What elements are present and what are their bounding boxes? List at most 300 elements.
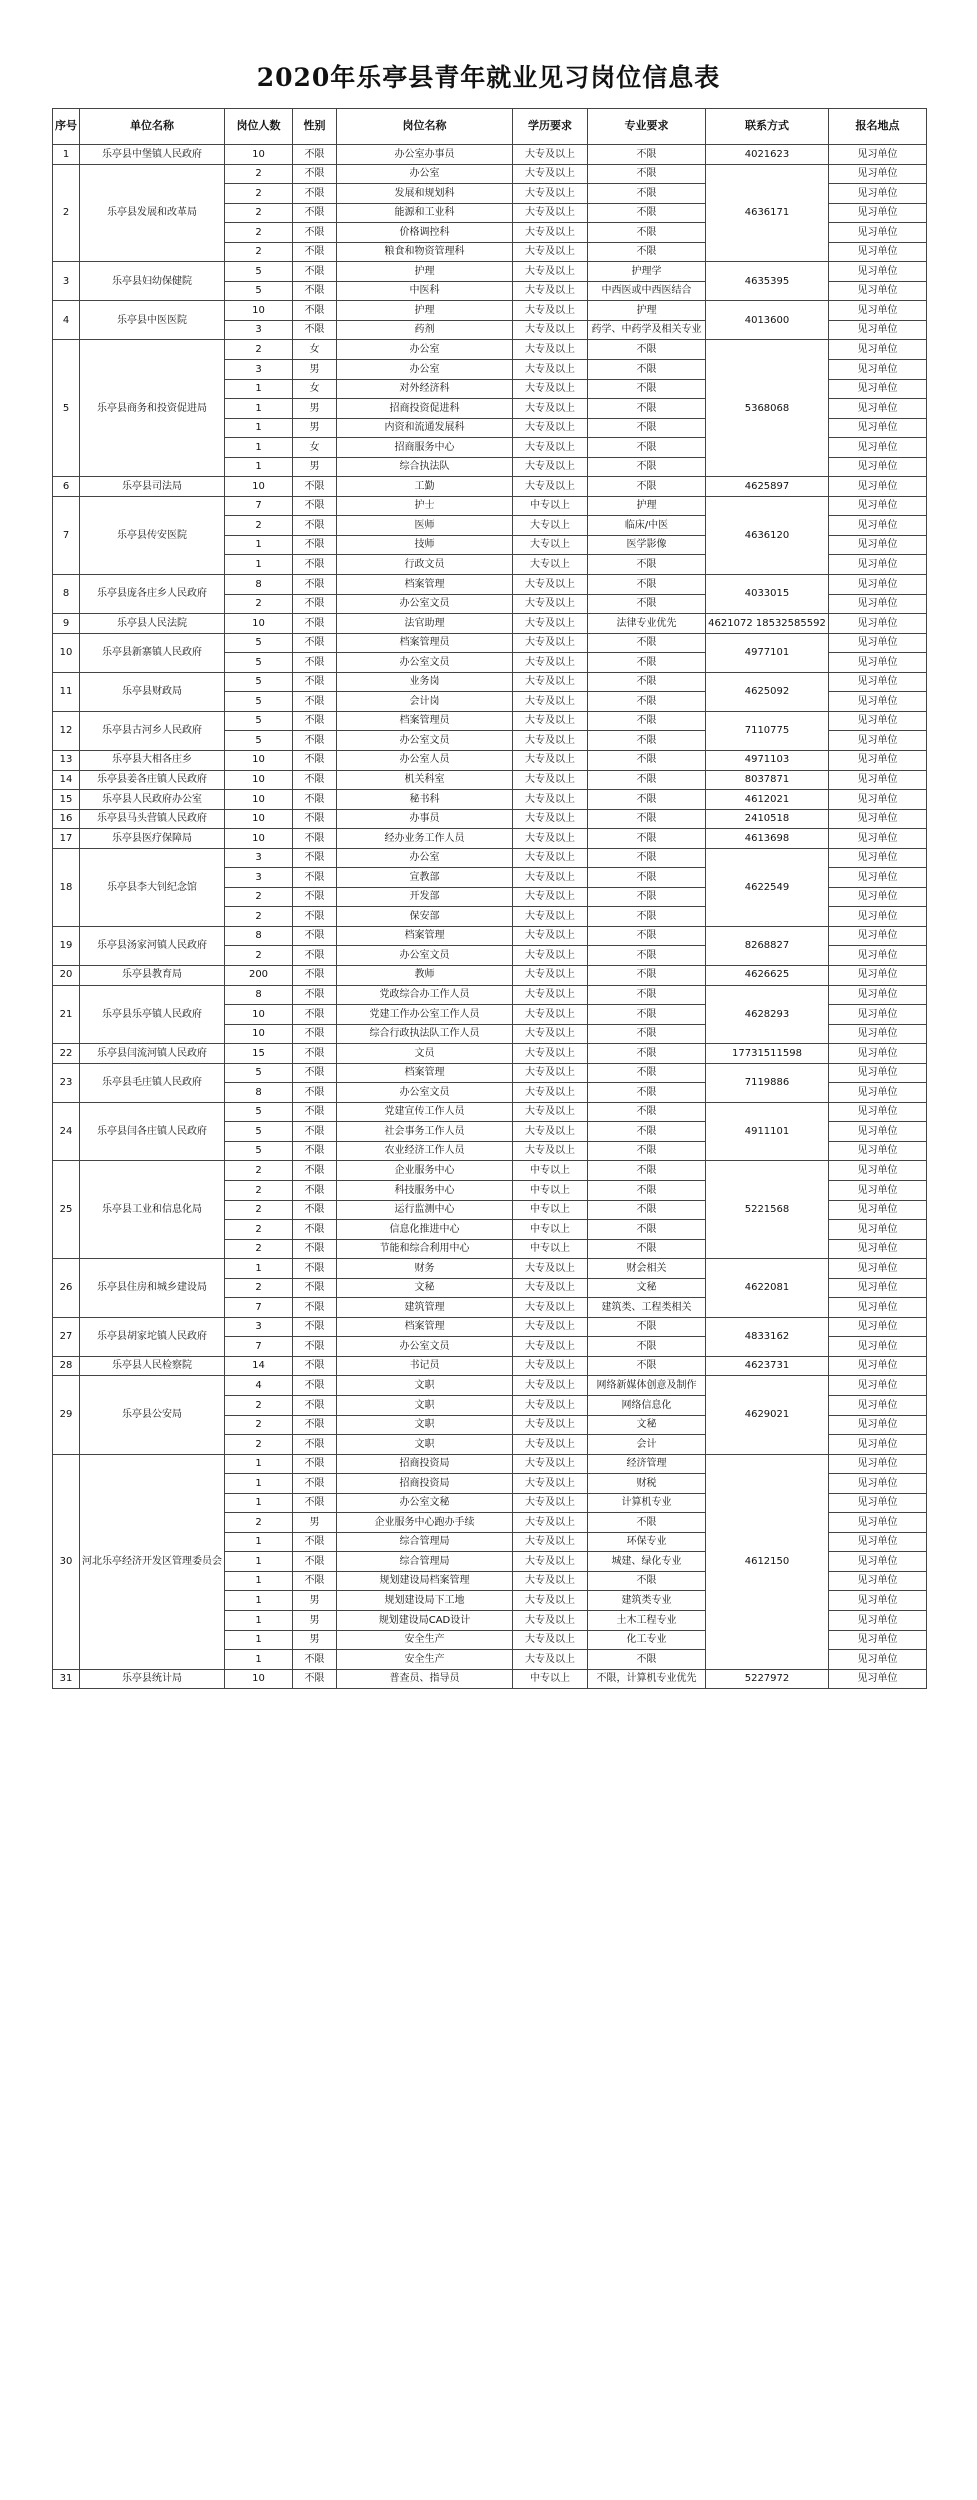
unit-contact: 4833162: [706, 1317, 829, 1356]
post-major: 不限: [588, 555, 706, 575]
post-education: 大专及以上: [513, 418, 588, 438]
post-education: 大专及以上: [513, 1630, 588, 1650]
post-education: 大专及以上: [513, 340, 588, 360]
unit-contact: 4021623: [706, 145, 829, 165]
post-site: 见习单位: [829, 1630, 927, 1650]
post-name: 规划建设局档案管理: [337, 1571, 513, 1591]
post-name: 综合管理局: [337, 1532, 513, 1552]
post-major: 文秘: [588, 1278, 706, 1298]
post-gender: 不限: [293, 477, 337, 497]
post-site: 见习单位: [829, 1141, 927, 1161]
post-count: 2: [225, 1435, 293, 1455]
unit-contact: 4033015: [706, 575, 829, 614]
unit-contact: 4613698: [706, 829, 829, 849]
post-gender: 女: [293, 340, 337, 360]
post-gender: 不限: [293, 1180, 337, 1200]
post-education: 大专及以上: [513, 770, 588, 790]
unit-number: 12: [53, 711, 80, 750]
post-name: 发展和规划科: [337, 184, 513, 204]
post-education: 大专及以上: [513, 614, 588, 634]
unit-number: 17: [53, 829, 80, 849]
post-gender: 不限: [293, 809, 337, 829]
post-education: 大专及以上: [513, 868, 588, 888]
post-name: 综合行政执法队工作人员: [337, 1024, 513, 1044]
post-gender: 女: [293, 438, 337, 458]
post-education: 大专及以上: [513, 457, 588, 477]
table-row: [53, 1161, 927, 1181]
page-title: 2020年乐亭县青年就业见习岗位信息表: [256, 63, 721, 92]
post-major: 不限: [588, 1513, 706, 1533]
post-name: 文秘: [337, 1278, 513, 1298]
unit-contact: 4625092: [706, 672, 829, 711]
post-major: 不限: [588, 1161, 706, 1181]
unit-number: 7: [53, 496, 80, 574]
post-site: 见习单位: [829, 711, 927, 731]
post-name: 招商投资局: [337, 1474, 513, 1494]
post-count: 1: [225, 418, 293, 438]
post-site: 见习单位: [829, 1650, 927, 1670]
post-education: 大专及以上: [513, 1493, 588, 1513]
post-name: 办公室文员: [337, 1083, 513, 1103]
post-major: 不限: [588, 1317, 706, 1337]
post-count: 5: [225, 262, 293, 282]
unit-contact: 4629021: [706, 1376, 829, 1454]
post-count: 5: [225, 633, 293, 653]
post-major: 不限: [588, 184, 706, 204]
post-gender: 不限: [293, 1669, 337, 1689]
unit-name: 河北乐亭经济开发区管理委员会: [80, 1454, 225, 1669]
post-site: 见习单位: [829, 614, 927, 634]
post-education: 大专及以上: [513, 1376, 588, 1396]
post-education: 大专及以上: [513, 946, 588, 966]
table-row: [53, 1259, 927, 1279]
post-major: 不限: [588, 926, 706, 946]
unit-number: 26: [53, 1259, 80, 1318]
table-row: [53, 1044, 927, 1064]
post-site: 见习单位: [829, 438, 927, 458]
post-gender: 不限: [293, 1396, 337, 1416]
post-name: 护理: [337, 262, 513, 282]
post-gender: 不限: [293, 692, 337, 712]
post-gender: 不限: [293, 1552, 337, 1572]
post-count: 7: [225, 1337, 293, 1357]
unit-contact: 4013600: [706, 301, 829, 340]
post-count: 10: [225, 614, 293, 634]
post-major: 财会相关: [588, 1259, 706, 1279]
post-education: 大专及以上: [513, 399, 588, 419]
post-gender: 不限: [293, 1005, 337, 1025]
post-site: 见习单位: [829, 946, 927, 966]
job-table: [52, 108, 927, 1689]
post-major: 不限: [588, 829, 706, 849]
post-education: 中专以上: [513, 496, 588, 516]
post-name: 机关科室: [337, 770, 513, 790]
post-major: 不限: [588, 731, 706, 751]
post-name: 护士: [337, 496, 513, 516]
header-position: 岗位名称: [337, 109, 513, 145]
post-name: 党政综合办工作人员: [337, 985, 513, 1005]
unit-contact: 2410518: [706, 809, 829, 829]
table-row: [53, 496, 927, 516]
post-site: 见习单位: [829, 1278, 927, 1298]
unit-contact: 8037871: [706, 770, 829, 790]
post-count: 10: [225, 301, 293, 321]
header-major: 专业要求: [588, 109, 706, 145]
unit-name: 乐亭县古河乡人民政府: [80, 711, 225, 750]
post-count: 1: [225, 1259, 293, 1279]
post-education: 大专及以上: [513, 1356, 588, 1376]
post-count: 1: [225, 1630, 293, 1650]
post-site: 见习单位: [829, 985, 927, 1005]
post-count: 10: [225, 770, 293, 790]
post-count: 1: [225, 535, 293, 555]
post-education: 大专及以上: [513, 1454, 588, 1474]
post-count: 2: [225, 1239, 293, 1259]
post-gender: 不限: [293, 1024, 337, 1044]
unit-contact: 4628293: [706, 985, 829, 1044]
post-count: 1: [225, 1571, 293, 1591]
post-major: 不限: [588, 594, 706, 614]
post-education: 大专及以上: [513, 1141, 588, 1161]
post-gender: 不限: [293, 633, 337, 653]
post-education: 中专以上: [513, 1180, 588, 1200]
post-major: 不限: [588, 360, 706, 380]
post-gender: 不限: [293, 1063, 337, 1083]
post-gender: 不限: [293, 848, 337, 868]
post-education: 大专及以上: [513, 1591, 588, 1611]
unit-contact: 4622081: [706, 1259, 829, 1318]
unit-name: 乐亭县庞各庄乡人民政府: [80, 575, 225, 614]
post-gender: 不限: [293, 1298, 337, 1318]
post-education: 大专及以上: [513, 1513, 588, 1533]
post-name: 办公室人员: [337, 750, 513, 770]
post-education: 大专及以上: [513, 907, 588, 927]
post-site: 见习单位: [829, 1474, 927, 1494]
table-row: [53, 809, 927, 829]
post-gender: 不限: [293, 770, 337, 790]
post-site: 见习单位: [829, 1513, 927, 1533]
unit-name: 乐亭县乐亭镇人民政府: [80, 985, 225, 1044]
post-gender: 女: [293, 379, 337, 399]
unit-number: 24: [53, 1102, 80, 1161]
table-row: [53, 340, 927, 360]
post-gender: 不限: [293, 1259, 337, 1279]
post-count: 2: [225, 1220, 293, 1240]
post-major: 护理: [588, 301, 706, 321]
post-gender: 不限: [293, 672, 337, 692]
unit-name: 乐亭县医疗保障局: [80, 829, 225, 849]
post-site: 见习单位: [829, 301, 927, 321]
post-count: 10: [225, 829, 293, 849]
post-count: 10: [225, 750, 293, 770]
unit-name: 乐亭县中医医院: [80, 301, 225, 340]
post-site: 见习单位: [829, 418, 927, 438]
post-site: 见习单位: [829, 575, 927, 595]
post-major: 建筑类、工程类相关: [588, 1298, 706, 1318]
post-gender: 不限: [293, 301, 337, 321]
post-gender: 不限: [293, 1083, 337, 1103]
post-count: 2: [225, 594, 293, 614]
unit-number: 6: [53, 477, 80, 497]
post-name: 农业经济工作人员: [337, 1141, 513, 1161]
post-education: 大专及以上: [513, 1396, 588, 1416]
post-gender: 不限: [293, 1474, 337, 1494]
post-gender: 男: [293, 457, 337, 477]
post-name: 粮食和物资管理科: [337, 242, 513, 262]
unit-number: 15: [53, 790, 80, 810]
post-education: 大专及以上: [513, 848, 588, 868]
post-name: 法官助理: [337, 614, 513, 634]
unit-name: 乐亭县闫各庄镇人民政府: [80, 1102, 225, 1161]
post-major: 不限: [588, 907, 706, 927]
post-gender: 不限: [293, 1161, 337, 1181]
post-major: 不限: [588, 203, 706, 223]
post-site: 见习单位: [829, 1415, 927, 1435]
post-site: 见习单位: [829, 1083, 927, 1103]
table-row: [53, 633, 927, 653]
post-education: 大专及以上: [513, 1435, 588, 1455]
post-education: 大专及以上: [513, 1063, 588, 1083]
post-gender: 不限: [293, 653, 337, 673]
table-row: [53, 262, 927, 282]
post-education: 大专及以上: [513, 633, 588, 653]
post-site: 见习单位: [829, 1571, 927, 1591]
post-gender: 不限: [293, 1278, 337, 1298]
post-name: 办公室文员: [337, 653, 513, 673]
post-gender: 不限: [293, 1317, 337, 1337]
post-count: 1: [225, 1454, 293, 1474]
post-site: 见习单位: [829, 555, 927, 575]
post-major: 不限: [588, 1024, 706, 1044]
post-major: 不限: [588, 711, 706, 731]
table-row: [53, 829, 927, 849]
table-row: [53, 1376, 927, 1396]
table-row: [53, 1669, 927, 1689]
post-major: 不限: [588, 145, 706, 165]
post-name: 保安部: [337, 907, 513, 927]
post-name: 档案管理: [337, 1317, 513, 1337]
post-site: 见习单位: [829, 1298, 927, 1318]
table-row: [53, 985, 927, 1005]
post-major: 不限: [588, 868, 706, 888]
post-name: 档案管理: [337, 926, 513, 946]
post-site: 见习单位: [829, 1356, 927, 1376]
post-count: 10: [225, 1669, 293, 1689]
post-gender: 不限: [293, 594, 337, 614]
post-count: 5: [225, 731, 293, 751]
post-site: 见习单位: [829, 1259, 927, 1279]
post-gender: 不限: [293, 1239, 337, 1259]
unit-contact: 4625897: [706, 477, 829, 497]
post-major: 不限: [588, 985, 706, 1005]
unit-number: 18: [53, 848, 80, 926]
unit-number: 5: [53, 340, 80, 477]
unit-name: 乐亭县人民法院: [80, 614, 225, 634]
post-name: 文职: [337, 1396, 513, 1416]
post-major: 不限: [588, 1337, 706, 1357]
post-gender: 不限: [293, 907, 337, 927]
post-name: 财务: [337, 1259, 513, 1279]
post-major: 不限: [588, 457, 706, 477]
post-education: 大专及以上: [513, 653, 588, 673]
post-major: 不限: [588, 1102, 706, 1122]
post-gender: 不限: [293, 1454, 337, 1474]
post-education: 大专及以上: [513, 145, 588, 165]
post-site: 见习单位: [829, 653, 927, 673]
post-count: 2: [225, 1415, 293, 1435]
post-name: 节能和综合利用中心: [337, 1239, 513, 1259]
post-count: 2: [225, 184, 293, 204]
unit-number: 20: [53, 965, 80, 985]
post-count: 1: [225, 438, 293, 458]
post-major: 不限: [588, 946, 706, 966]
post-education: 大专及以上: [513, 809, 588, 829]
post-education: 大专及以上: [513, 731, 588, 751]
post-count: 5: [225, 1063, 293, 1083]
post-major: 不限: [588, 1141, 706, 1161]
post-name: 教师: [337, 965, 513, 985]
post-count: 2: [225, 223, 293, 243]
post-education: 中专以上: [513, 1220, 588, 1240]
table-row: [53, 301, 927, 321]
post-gender: 不限: [293, 1200, 337, 1220]
unit-contact: 5221568: [706, 1161, 829, 1259]
post-education: 大专及以上: [513, 184, 588, 204]
post-major: 不限: [588, 790, 706, 810]
unit-number: 30: [53, 1454, 80, 1669]
post-site: 见习单位: [829, 1317, 927, 1337]
post-count: 2: [225, 340, 293, 360]
post-name: 招商投资局: [337, 1454, 513, 1474]
post-count: 1: [225, 1650, 293, 1670]
post-major: 不限: [588, 770, 706, 790]
unit-number: 22: [53, 1044, 80, 1064]
post-gender: 不限: [293, 1415, 337, 1435]
header-seq: 序号: [53, 109, 80, 145]
post-name: 办公室: [337, 164, 513, 184]
unit-number: 19: [53, 926, 80, 965]
post-count: 2: [225, 164, 293, 184]
post-count: 2: [225, 907, 293, 927]
post-count: 5: [225, 692, 293, 712]
post-education: 大专及以上: [513, 575, 588, 595]
unit-name: 乐亭县教育局: [80, 965, 225, 985]
post-site: 见习单位: [829, 281, 927, 301]
post-education: 大专及以上: [513, 438, 588, 458]
post-gender: 不限: [293, 1220, 337, 1240]
post-count: 2: [225, 1396, 293, 1416]
post-count: 2: [225, 1513, 293, 1533]
post-gender: 不限: [293, 711, 337, 731]
post-major: 不限: [588, 340, 706, 360]
post-major: 不限: [588, 848, 706, 868]
table-row: [53, 790, 927, 810]
unit-contact: 4612150: [706, 1454, 829, 1669]
post-major: 财税: [588, 1474, 706, 1494]
post-site: 见习单位: [829, 1591, 927, 1611]
post-site: 见习单位: [829, 1180, 927, 1200]
post-name: 办公室办事员: [337, 145, 513, 165]
post-gender: 不限: [293, 946, 337, 966]
post-name: 综合管理局: [337, 1552, 513, 1572]
post-count: 10: [225, 1005, 293, 1025]
post-gender: 不限: [293, 555, 337, 575]
post-gender: 男: [293, 1611, 337, 1631]
unit-contact: 4635395: [706, 262, 829, 301]
post-site: 见习单位: [829, 1220, 927, 1240]
table-row: [53, 926, 927, 946]
post-gender: 不限: [293, 262, 337, 282]
post-count: 2: [225, 203, 293, 223]
post-count: 5: [225, 281, 293, 301]
post-site: 见习单位: [829, 1200, 927, 1220]
post-education: 大专及以上: [513, 223, 588, 243]
post-count: 10: [225, 1024, 293, 1044]
post-site: 见习单位: [829, 1044, 927, 1064]
post-site: 见习单位: [829, 360, 927, 380]
post-gender: 不限: [293, 223, 337, 243]
table-row: [53, 575, 927, 595]
post-name: 安全生产: [337, 1630, 513, 1650]
unit-number: 3: [53, 262, 80, 301]
post-count: 1: [225, 1474, 293, 1494]
post-major: 计算机专业: [588, 1493, 706, 1513]
post-gender: 不限: [293, 496, 337, 516]
unit-contact: 4612021: [706, 790, 829, 810]
post-name: 办公室文员: [337, 1337, 513, 1357]
post-site: 见习单位: [829, 262, 927, 282]
post-gender: 不限: [293, 164, 337, 184]
unit-name: 乐亭县司法局: [80, 477, 225, 497]
post-count: 2: [225, 946, 293, 966]
post-count: 8: [225, 985, 293, 1005]
post-site: 见习单位: [829, 1454, 927, 1474]
table-row: [53, 614, 927, 634]
post-site: 见习单位: [829, 965, 927, 985]
post-major: 不限: [588, 1005, 706, 1025]
unit-number: 2: [53, 164, 80, 262]
post-gender: 男: [293, 1513, 337, 1533]
post-gender: 不限: [293, 516, 337, 536]
unit-contact: 4636171: [706, 164, 829, 262]
unit-contact: 4911101: [706, 1102, 829, 1161]
post-name: 技师: [337, 535, 513, 555]
post-gender: 不限: [293, 1356, 337, 1376]
unit-number: 31: [53, 1669, 80, 1689]
post-count: 200: [225, 965, 293, 985]
post-education: 大专及以上: [513, 360, 588, 380]
post-site: 见习单位: [829, 1669, 927, 1689]
unit-name: 乐亭县闫流河镇人民政府: [80, 1044, 225, 1064]
post-site: 见习单位: [829, 770, 927, 790]
table-row: [53, 477, 927, 497]
table-row: [53, 750, 927, 770]
post-site: 见习单位: [829, 203, 927, 223]
table-row: [53, 1454, 927, 1474]
unit-name: 乐亭县大相各庄乡: [80, 750, 225, 770]
unit-number: 29: [53, 1376, 80, 1454]
post-education: 中专以上: [513, 1161, 588, 1181]
post-name: 办事员: [337, 809, 513, 829]
post-name: 文员: [337, 1044, 513, 1064]
unit-name: 乐亭县中堡镇人民政府: [80, 145, 225, 165]
post-education: 大专及以上: [513, 1102, 588, 1122]
unit-name: 乐亭县姜各庄镇人民政府: [80, 770, 225, 790]
post-name: 办公室文员: [337, 731, 513, 751]
post-site: 见习单位: [829, 1396, 927, 1416]
post-site: 见习单位: [829, 1337, 927, 1357]
post-count: 5: [225, 711, 293, 731]
